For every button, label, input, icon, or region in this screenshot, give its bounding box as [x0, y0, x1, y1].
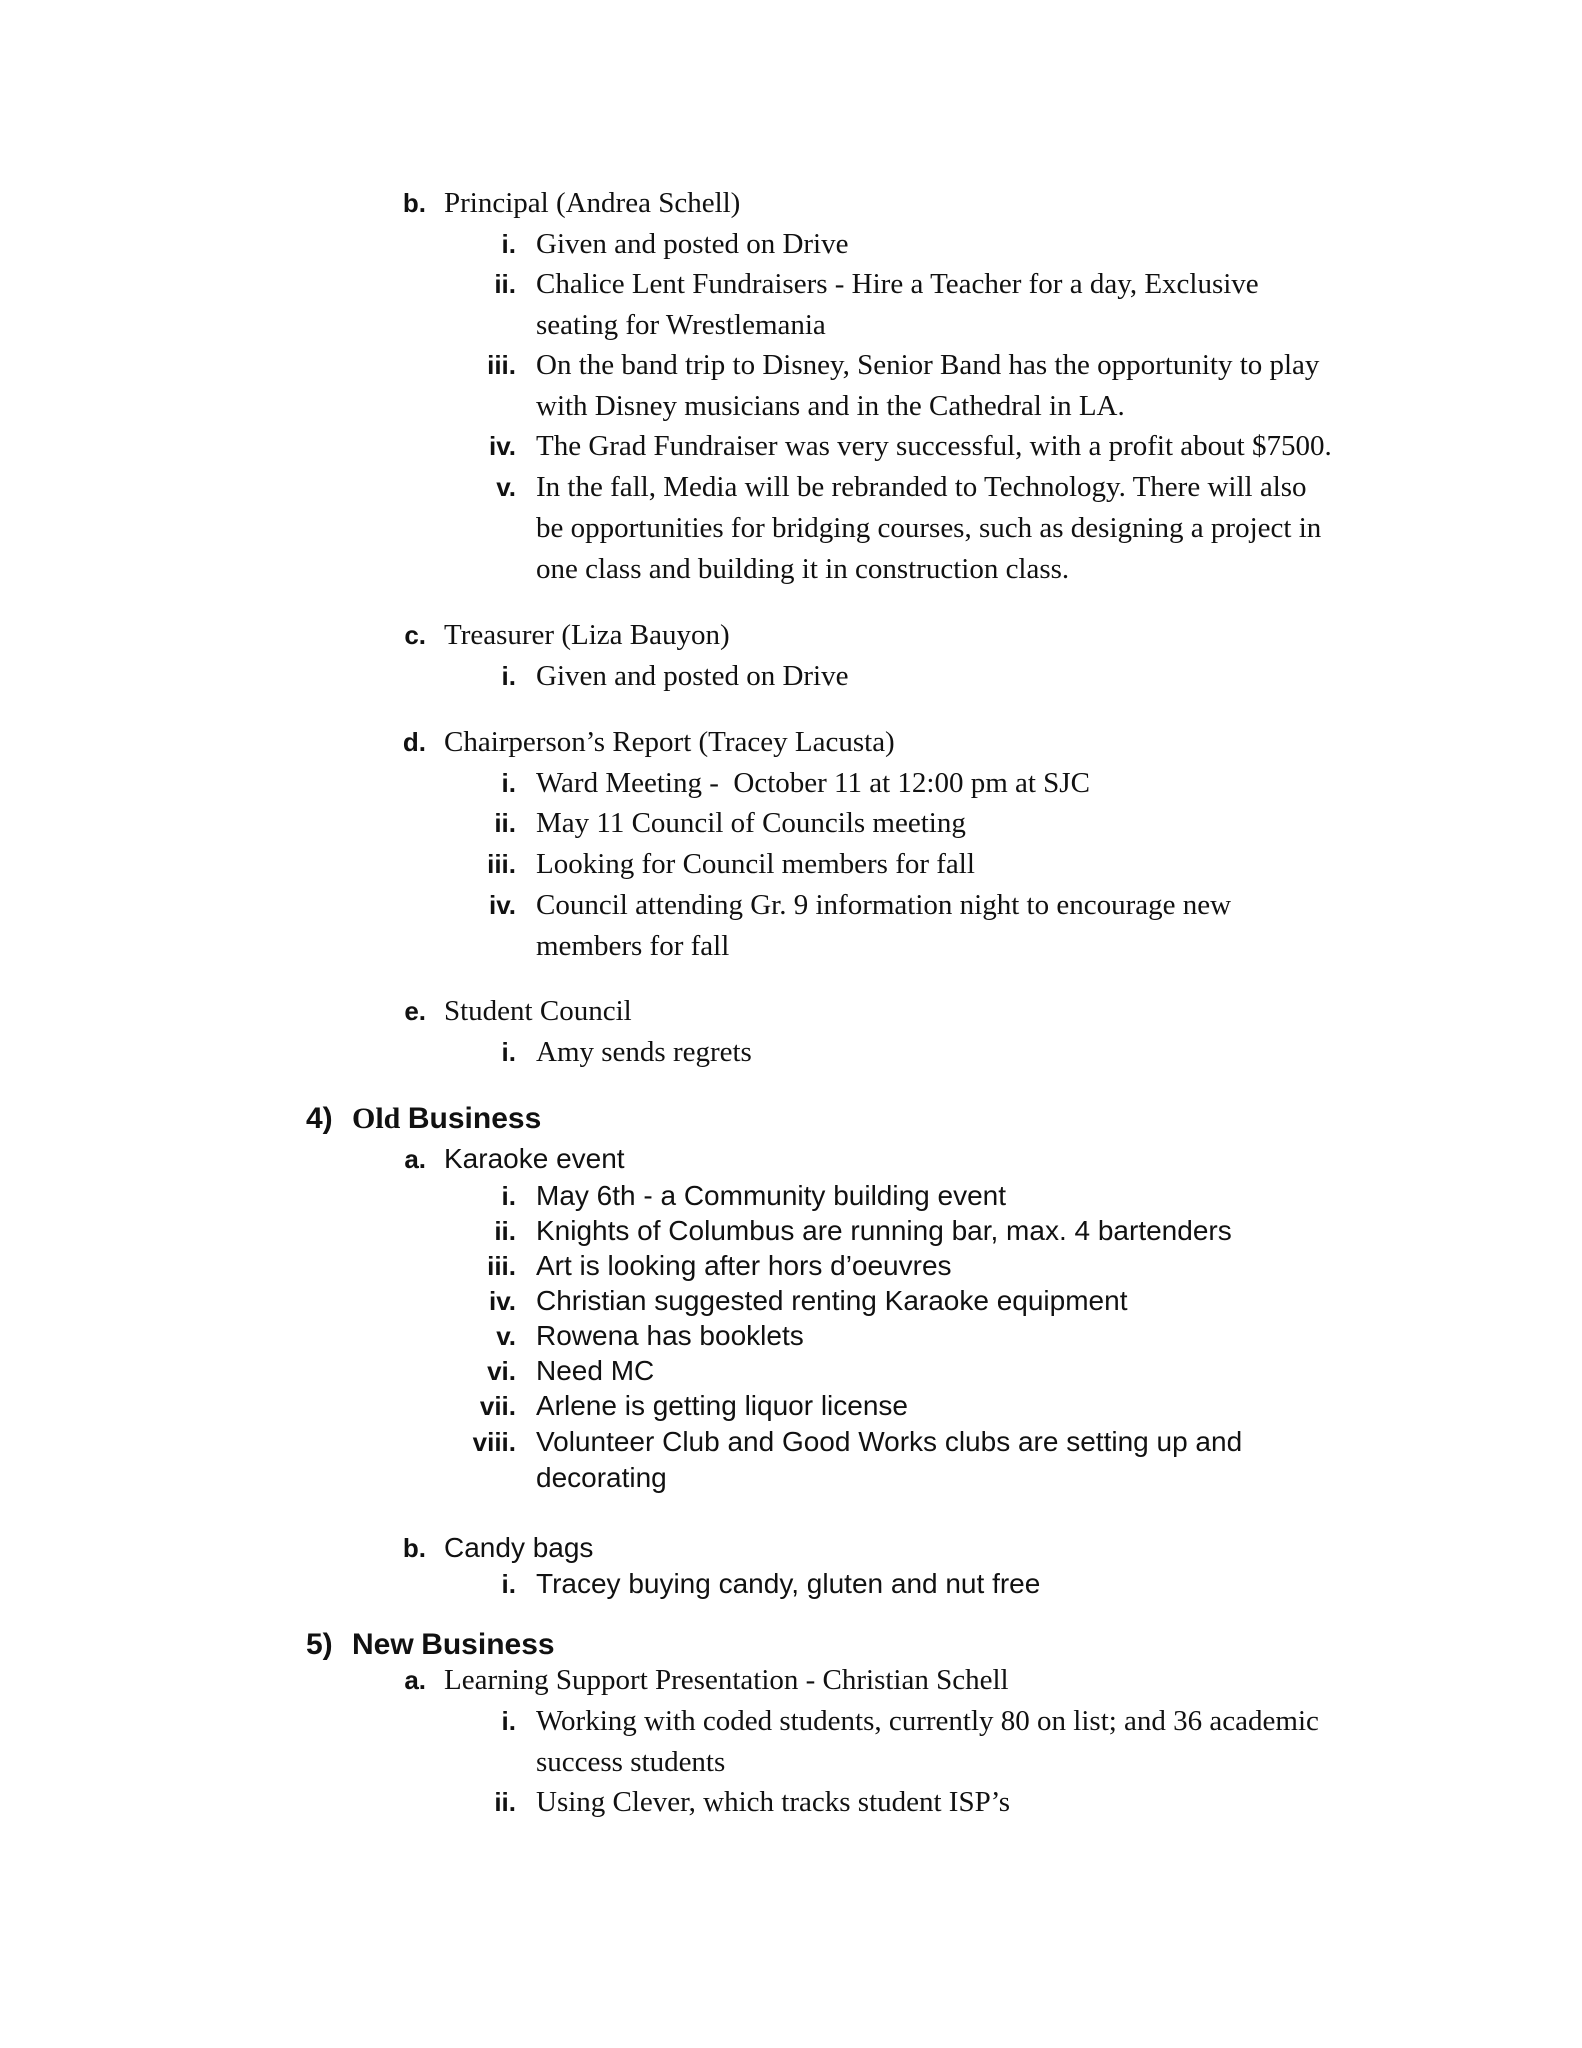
subitem-text: Rowena has booklets: [536, 1320, 804, 1351]
subitem-text: The Grad Fundraiser was very successful, with a profit about $7500.: [536, 430, 1332, 462]
item-karaoke-event: Karaoke event: [444, 1143, 625, 1174]
subitem-marker: v.: [496, 1321, 516, 1351]
subitem-marker: i.: [501, 1706, 516, 1736]
subitem-text-continued: be opportunities for bridging courses, such as designing a project in: [536, 512, 1322, 544]
item-marker: e.: [404, 996, 426, 1026]
subitem-text: Christian suggested renting Karaoke equipment: [536, 1285, 1128, 1316]
item-marker: c.: [404, 620, 426, 650]
subitem-text: Chalice Lent Fundraisers - Hire a Teacher for a day, Exclusive: [536, 268, 1259, 300]
item-marker: a.: [404, 1144, 426, 1174]
subitem-marker: i.: [501, 1037, 516, 1067]
subitem-marker: i.: [501, 229, 516, 259]
section-number: 4): [306, 1102, 333, 1135]
section-title-part1: Old: [352, 1102, 401, 1135]
subitem-text: Knights of Columbus are running bar, max. 4 bartenders: [536, 1215, 1232, 1246]
subitem-text: Looking for Council members for fall: [536, 848, 975, 880]
subitem-text: Need MC: [536, 1355, 655, 1386]
subitem-text: Arlene is getting liquor license: [536, 1390, 908, 1421]
section-heading-new-business: [306, 1630, 555, 1660]
subitem-marker: iv.: [489, 1286, 516, 1316]
section-title-part2: Business: [407, 1102, 542, 1135]
item-principal: Principal (Andrea Schell): [444, 187, 741, 219]
section-title-part2: Business: [421, 1628, 555, 1661]
section-heading-old-business: [306, 1104, 541, 1134]
subitem-marker: ii.: [494, 1787, 516, 1817]
item-marker: d.: [402, 727, 426, 757]
subitem-marker: viii.: [472, 1427, 516, 1457]
subitem-text-continued: with Disney musicians and in the Cathedral in LA.: [536, 390, 1125, 422]
subitem-text-continued: one class and building it in construction class.: [536, 553, 1070, 585]
subitem-text: May 11 Council of Councils meeting: [536, 807, 966, 839]
subitem-marker: iii.: [487, 849, 516, 879]
item-marker: a.: [404, 1665, 426, 1695]
subitem-marker: ii.: [494, 1216, 516, 1246]
section-number: 5): [306, 1628, 333, 1661]
subitem-text: On the band trip to Disney, Senior Band has the opportunity to play: [536, 349, 1320, 381]
subitem-text: Council attending Gr. 9 information night to encourage new: [536, 889, 1232, 921]
subitem-marker: iii.: [487, 1251, 516, 1281]
section-title-part1: New: [352, 1628, 414, 1661]
item-marker: b.: [402, 188, 426, 218]
subitem-text: Given and posted on Drive: [536, 228, 849, 260]
item-chairperson-report: Chairperson’s Report (Tracey Lacusta): [444, 726, 895, 758]
subitem-text-continued: success students: [536, 1746, 726, 1778]
subitem-text: Amy sends regrets: [536, 1036, 752, 1068]
subitem-marker: iii.: [487, 350, 516, 380]
item-marker: b.: [402, 1533, 426, 1563]
subitem-marker: i.: [501, 661, 516, 691]
subitem-marker: ii.: [494, 808, 516, 838]
subitem-marker: vii.: [479, 1391, 516, 1421]
subitem-text: Using Clever, which tracks student ISP’s: [536, 1786, 1011, 1818]
subitem-marker: iv.: [489, 431, 516, 461]
subitem-text-continued: seating for Wrestlemania: [536, 309, 826, 341]
subitem-marker: i.: [501, 768, 516, 798]
subitem-text: Ward Meeting - October 11 at 12:00 pm at SJC: [536, 767, 1090, 799]
item-learning-support: Learning Support Presentation - Christian Schell: [444, 1664, 1009, 1696]
subitem-text: Working with coded students, currently 80 on list; and 36 academic: [536, 1705, 1319, 1737]
subitem-text-continued: decorating: [536, 1462, 667, 1493]
subitem-marker: iv.: [489, 890, 516, 920]
item-student-council: Student Council: [444, 995, 632, 1027]
subitem-marker: v.: [496, 472, 516, 502]
subitem-marker: ii.: [494, 269, 516, 299]
subitem-text: In the fall, Media will be rebranded to Technology. There will also: [536, 471, 1307, 503]
subitem-text: Given and posted on Drive: [536, 660, 849, 692]
item-candy-bags: Candy bags: [444, 1532, 594, 1563]
subitem-marker: i.: [501, 1181, 516, 1211]
subitem-marker: vi.: [487, 1356, 516, 1386]
subitem-text: May 6th - a Community building event: [536, 1180, 1006, 1211]
item-treasurer: Treasurer (Liza Bauyon): [444, 619, 730, 651]
subitem-text: Volunteer Club and Good Works clubs are setting up and: [536, 1426, 1243, 1457]
subitem-text-continued: members for fall: [536, 930, 730, 962]
subitem-text: Tracey buying candy, gluten and nut free: [536, 1568, 1041, 1599]
subitem-marker: i.: [501, 1569, 516, 1599]
subitem-text: Art is looking after hors d’oeuvres: [536, 1250, 952, 1281]
